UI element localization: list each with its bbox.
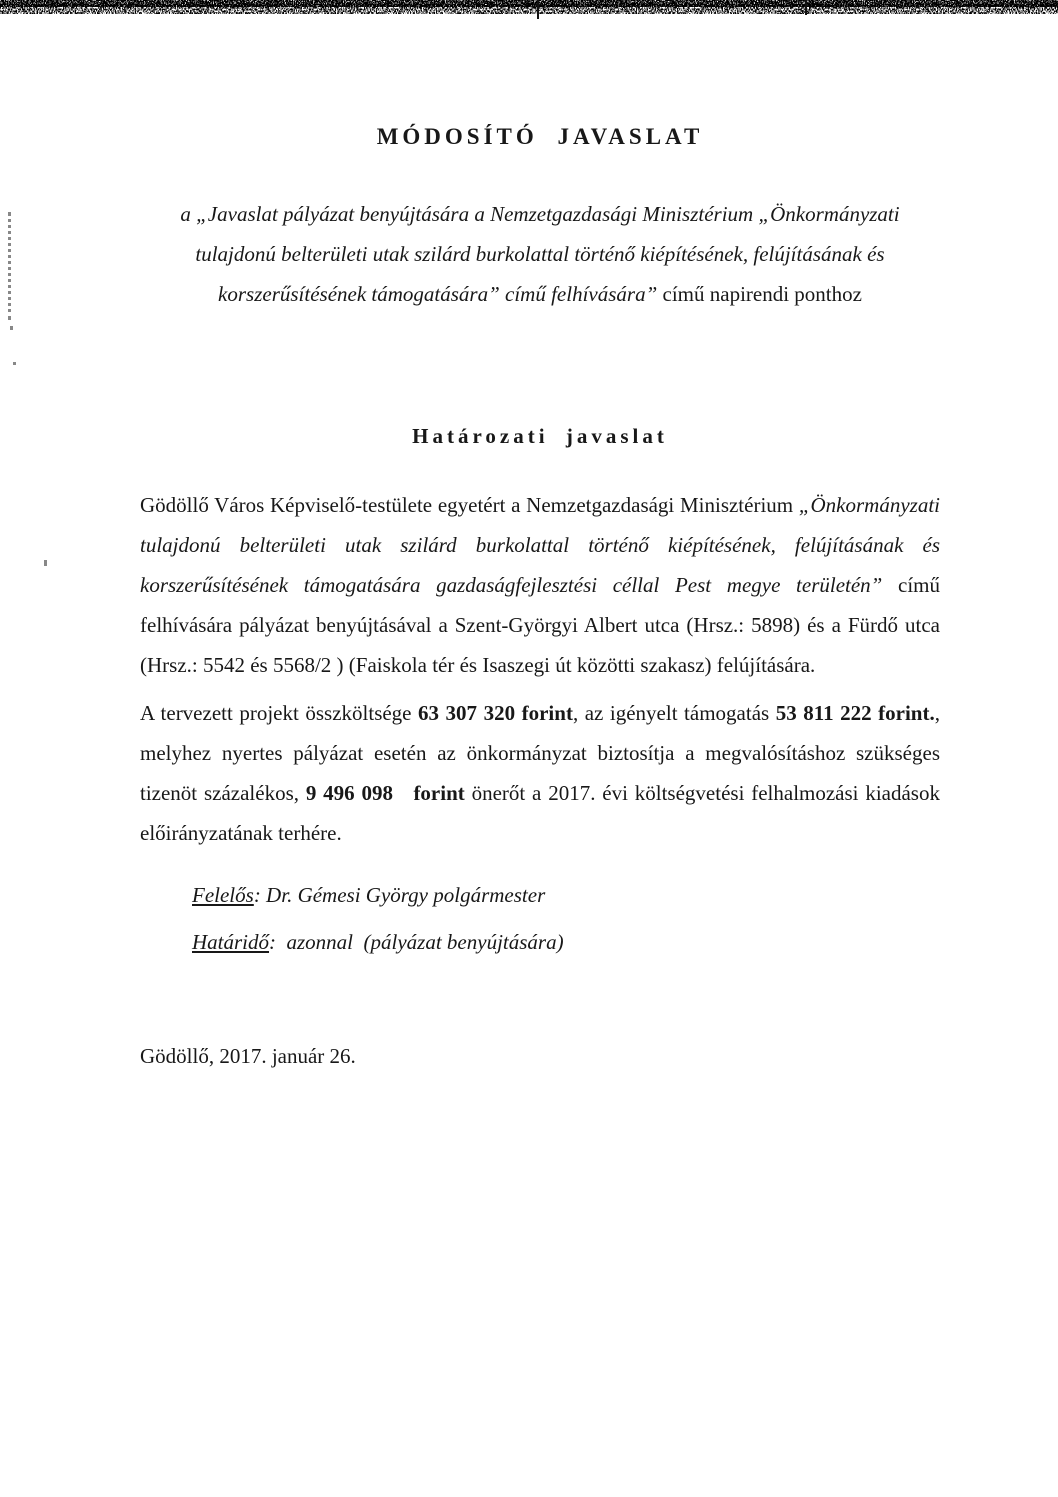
paragraph-segment: önerőt a 2017. évi költségvetési felhalmozási kiadások előirányzatának terhére. <box>140 781 940 845</box>
scan-speck <box>13 362 16 365</box>
scan-speck <box>44 560 47 566</box>
document-content <box>140 0 940 1076</box>
paragraph-segment: Gödöllő Város Képviselő-testülete egyetért a Nemzetgazdasági Minisztérium <box>140 493 799 517</box>
deadline-label: Határidő <box>192 930 270 954</box>
subtitle-roman-tail: című napirendi ponthoz <box>657 282 862 306</box>
responsible-label: Felelős <box>192 883 254 907</box>
paragraph-decision <box>140 485 940 685</box>
responsible-line <box>140 875 940 915</box>
paragraph-budget <box>140 693 940 853</box>
paragraph-segment: , melyhez nyertes pályázat esetén az önkormányzat biztosítja a megvalósításhoz szükséges tizenöt százalékos, <box>140 701 940 805</box>
deadline-line <box>140 922 940 962</box>
document-title: MÓDOSÍTÓ JAVASLAT <box>376 124 704 149</box>
subtitle-quoted-text: a „Javaslat pályázat benyújtására a Nemzetgazdasági Minisztérium „Önkormányzati tulajdonú belterületi utak szilárd burkolattal történő kiépítésének, felújításának és korszerűsítésének támogatására” című felhívására” <box>180 202 900 306</box>
paragraph-segment: A tervezett projekt összköltsége <box>140 701 419 725</box>
place-and-date: Gödöllő, 2017. január 26. <box>140 1044 356 1068</box>
amount-requested-support: 53 811 222 forint. <box>775 701 935 725</box>
paragraph-segment: , az igényelt támogatás <box>572 701 776 725</box>
paragraph-segment: című felhívására pályázat benyújtásával a Szent-Györgyi Albert utca (Hrsz.: 5898) és a Fürdő utca (Hrsz.: 5542 és 5568/2 ) (Faiskola tér és Isaszegi út közötti szakasz) felújítására. <box>140 573 940 677</box>
paragraph-segment-quoted: „Önkormányzati tulajdonú belterületi utak szilárd burkolattal történő kiépítésének, felújításának és korszerűsítésének támogatására gazdaságfejlesztési céllal Pest megye területén” <box>140 493 940 597</box>
section-heading: Határozati javaslat <box>412 424 668 448</box>
responsible-value: : Dr. Gémesi György polgármester <box>253 883 546 907</box>
deadline-value: : azonnal (pályázat benyújtására) <box>269 930 564 954</box>
left-margin-scan-artifact <box>8 212 11 320</box>
amount-total-cost: 63 307 320 forint <box>418 701 573 725</box>
document-subtitle <box>140 194 940 314</box>
scan-speck <box>10 326 13 330</box>
amount-own-contribution: 9 496 098 forint <box>305 781 465 805</box>
